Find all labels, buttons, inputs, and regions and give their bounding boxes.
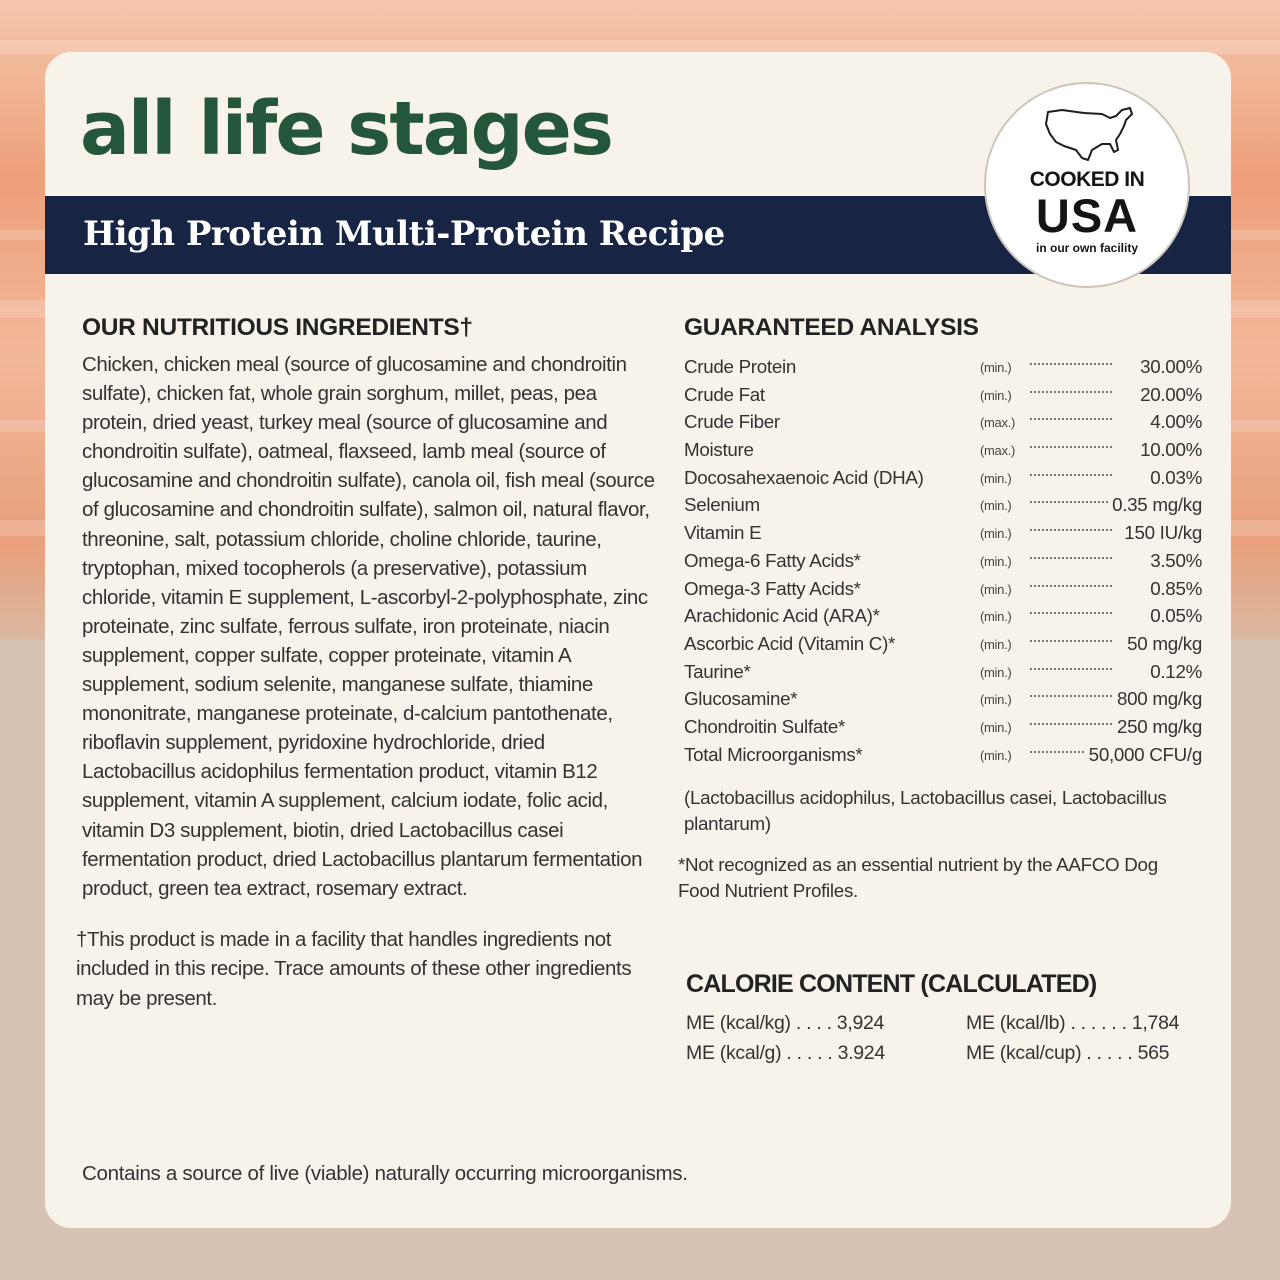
analysis-qualifier: (min.) — [980, 387, 1012, 403]
calorie-item-kcal-g: ME (kcal/g) . . . . . 3.924 — [686, 1042, 885, 1064]
analysis-qualifier: (min.) — [980, 609, 1012, 625]
analysis-nutrient: Crude Fat — [684, 383, 765, 405]
analysis-qualifier: (min.) — [980, 692, 1012, 708]
analysis-value: 0.35 mg/kg — [1108, 494, 1202, 516]
analysis-qualifier: (min.) — [980, 526, 1012, 542]
badge-line-1: COOKED IN — [1029, 168, 1145, 191]
analysis-qualifier: (min.) — [980, 360, 1012, 375]
badge-line-2: USA — [1035, 189, 1139, 242]
analysis-nutrient: Chondroitin Sulfate* — [684, 715, 846, 737]
analysis-row — [684, 354, 1204, 382]
dot-leader — [1030, 446, 1112, 448]
analysis-nutrient: Glucosamine* — [684, 688, 798, 710]
analysis-qualifier: (min.) — [980, 498, 1012, 514]
analysis-qualifier: (min.) — [980, 719, 1012, 735]
analysis-row — [684, 520, 1204, 548]
analysis-row — [684, 631, 1204, 659]
analysis-value: 250 mg/kg — [1113, 716, 1202, 738]
dot-leader — [1030, 695, 1112, 697]
analysis-value: 0.05% — [1146, 605, 1202, 627]
analysis-row — [684, 382, 1204, 410]
analysis-row — [684, 409, 1204, 437]
analysis-nutrient: Ascorbic Acid (Vitamin C)* — [684, 632, 896, 654]
analysis-value: 800 mg/kg — [1113, 688, 1202, 710]
analysis-value: 0.03% — [1146, 467, 1202, 489]
analysis-nutrient: Omega-6 Fatty Acids* — [684, 549, 861, 571]
ingredients-title: OUR NUTRITIOUS INGREDIENTS† — [82, 314, 473, 341]
aafco-footnote: *Not recognized as an essential nutrient by the AAFCO Dog Food Nutrient Profiles. — [678, 854, 1158, 901]
analysis-nutrient: Crude Protein — [684, 356, 796, 377]
organisms-note: (Lactobacillus acidophilus, Lactobacillus casei, Lactobacillus plantarum) — [684, 787, 1167, 834]
analysis-nutrient: Selenium — [684, 494, 760, 516]
analysis-nutrient: Omega-3 Fatty Acids* — [684, 577, 861, 599]
analysis-value: 30.00% — [1136, 356, 1202, 378]
calorie-item-kcal-lb: ME (kcal/lb) . . . . . . 1,784 — [966, 1012, 1180, 1034]
analysis-qualifier: (max.) — [980, 415, 1016, 431]
dot-leader — [1030, 501, 1112, 503]
dot-leader — [1030, 612, 1112, 614]
dot-leader — [1030, 557, 1112, 559]
ingredients-list: Chicken, chicken meal (source of glucosamine and chondroitin sulfate), chicken fat, whole grain sorghum, millet, peas, pea protein, dried yeast, turkey meal (source of glucosamine and chondroitin sulfate), oatmeal, flaxseed, lamb meal (source of glucosamine and chondroitin sulfate), canola oil, fish meal (source of glucosamine and chondroitin sulfate), salmon oil, natural flavor, threonine, salt, potassium chloride, choline chloride, taurine, tryptophan, mixed tocopherols (a preservative), potassium chloride, vitamin E supplement, L-ascorbyl-2-polyphosphate, zinc proteinate, zinc sulfate, ferrous sulfate, iron proteinate, niacin supplement, copper sulfate, copper proteinate, vitamin A supplement, sodium selenite, manganese sulfate, thiamine mononitrate, manganese proteinate, d-calcium pantothenate, riboflavin supplement, pyridoxine hydrochloride, dried Lactobacillus acidophilus fermentation product, vitamin B12 supplement, vitamin A supplement, calcium iodate, folic acid, vitamin D3 supplement, biotin, dried Lactobacillus casei fermentation product, dried Lactobacillus plantarum fermentation product, green tea extract, rosemary extract. — [82, 353, 655, 900]
dot-leader — [1030, 363, 1112, 365]
dot-leader — [1030, 723, 1112, 725]
analysis-row — [684, 686, 1204, 714]
dot-leader — [1030, 668, 1112, 670]
ingredients-section — [76, 314, 662, 1013]
dot-leader — [1030, 640, 1112, 642]
analysis-value: 50,000 CFU/g — [1085, 744, 1202, 766]
analysis-value: 4.00% — [1146, 411, 1202, 433]
analysis-value: 10.00% — [1136, 439, 1202, 461]
analysis-row — [684, 437, 1204, 465]
dot-leader — [1030, 474, 1112, 476]
analysis-row — [684, 742, 1204, 770]
calorie-item-kcal-kg: ME (kcal/kg) . . . . 3,924 — [686, 1012, 885, 1034]
analysis-nutrient: Total Microorganisms* — [684, 743, 863, 765]
allergen-note: †This product is made in a facility that handles ingredients not included in this recipe. Trace amounts of these other ingredients may be present. — [76, 927, 632, 1010]
usa-map-icon — [1044, 104, 1136, 166]
dot-leader — [1030, 418, 1112, 420]
calorie-item-kcal-cup: ME (kcal/cup) . . . . . 565 — [966, 1042, 1170, 1064]
analysis-value: 0.85% — [1146, 578, 1202, 600]
analysis-value: 3.50% — [1146, 550, 1202, 572]
calorie-title: CALORIE CONTENT (CALCULATED) — [686, 970, 1097, 998]
analysis-nutrient: Vitamin E — [684, 522, 762, 544]
analysis-qualifier: (min.) — [980, 581, 1012, 597]
analysis-qualifier: (min.) — [980, 664, 1012, 680]
analysis-nutrient: Taurine* — [684, 660, 751, 682]
analysis-value: 150 IU/kg — [1120, 522, 1202, 544]
analysis-table — [684, 354, 1204, 769]
headline: all life stages — [80, 86, 612, 172]
live-microorganisms-note: Contains a source of live (viable) naturally occurring microorganisms. — [82, 1162, 688, 1185]
analysis-value: 0.12% — [1146, 661, 1202, 683]
analysis-qualifier: (min.) — [980, 747, 1012, 763]
analysis-qualifier: (min.) — [980, 553, 1012, 569]
badge-line-3: in our own facility — [1035, 241, 1138, 255]
dot-leader — [1030, 529, 1112, 531]
guaranteed-analysis-section — [678, 314, 1204, 903]
recipe-title: High Protein Multi-Protein Recipe — [83, 214, 725, 254]
analysis-value: 50 mg/kg — [1123, 633, 1202, 655]
analysis-nutrient: Docosahexaenoic Acid (DHA) — [684, 466, 924, 488]
analysis-nutrient: Moisture — [684, 439, 754, 461]
analysis-nutrient: Crude Fiber — [684, 411, 780, 433]
analysis-row — [684, 659, 1204, 687]
analysis-row — [684, 576, 1204, 604]
analysis-qualifier: (min.) — [980, 470, 1012, 486]
analysis-qualifier: (max.) — [980, 443, 1016, 459]
dot-leader — [1030, 391, 1112, 393]
analysis-qualifier: (min.) — [980, 636, 1012, 652]
analysis-row — [684, 548, 1204, 576]
analysis-title: GUARANTEED ANALYSIS — [684, 314, 979, 341]
analysis-nutrient: Arachidonic Acid (ARA)* — [684, 605, 880, 627]
analysis-row — [684, 492, 1204, 520]
analysis-row — [684, 603, 1204, 631]
analysis-value: 20.00% — [1136, 384, 1202, 406]
analysis-row — [684, 465, 1204, 493]
dot-leader — [1030, 585, 1112, 587]
analysis-row — [684, 714, 1204, 742]
cooked-in-usa-badge — [984, 82, 1190, 288]
